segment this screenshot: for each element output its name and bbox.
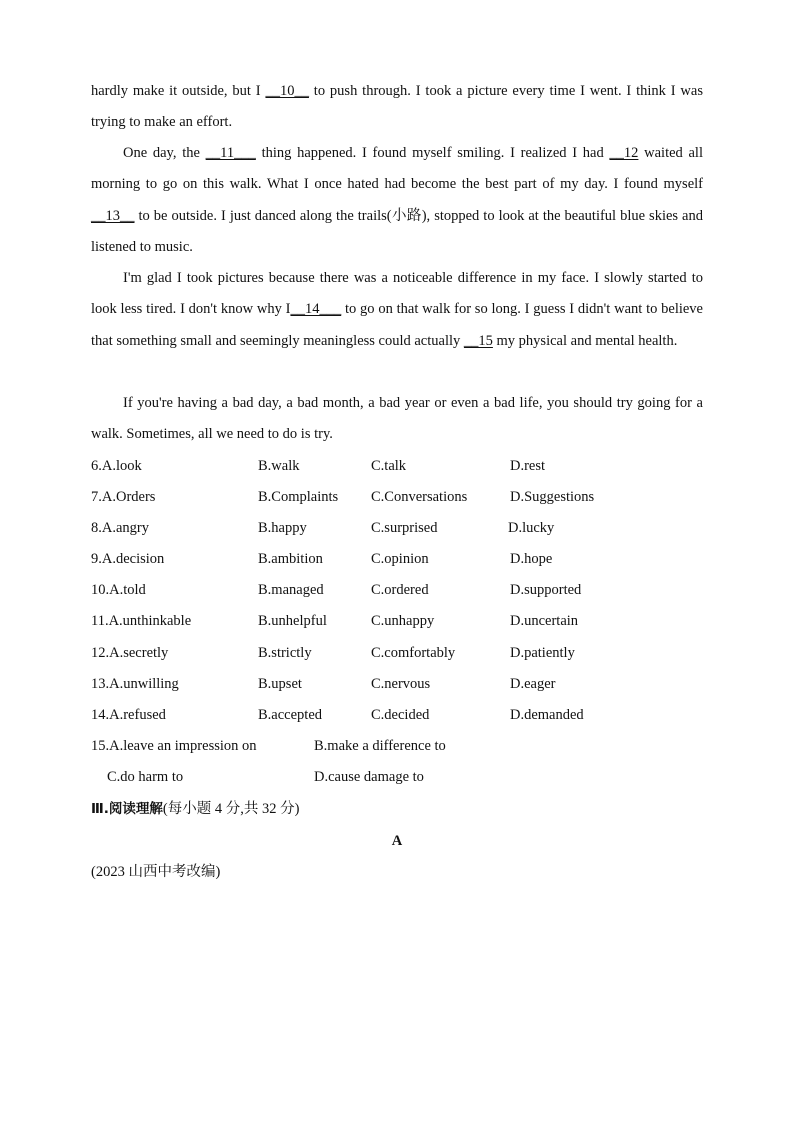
- option-d: D.uncertain: [510, 613, 579, 629]
- option-b: B.happy: [258, 520, 307, 536]
- option-c: C.ordered: [371, 582, 429, 598]
- blank-14: __14___: [290, 301, 342, 318]
- passage-text: thing happened. I found myself smiling. I realized I had: [255, 145, 610, 161]
- blank-15: __15: [463, 332, 493, 349]
- option-a: 7.A.Orders: [91, 489, 156, 505]
- passage-text: to go on that walk for so long. I guess I didn't want to believe that something small and seemingly meaningless could actually: [91, 301, 703, 349]
- passage-text: One day, the: [123, 145, 206, 161]
- option-b: B.strictly: [258, 645, 312, 661]
- option-c: C.do harm to: [107, 769, 184, 785]
- part-label: A: [391, 833, 403, 849]
- option-d: D.hope: [510, 551, 553, 567]
- option-a: 12.A.secretly: [91, 645, 169, 661]
- option-a: 13.A.unwilling: [91, 676, 179, 692]
- section-heading-points: (每小题 4 分,共 32 分): [162, 801, 300, 817]
- option-d: D.patiently: [510, 645, 575, 661]
- option-b: B.managed: [258, 582, 324, 598]
- option-a: 14.A.refused: [91, 707, 166, 723]
- option-d: D.eager: [510, 676, 556, 692]
- option-c: C.talk: [371, 458, 407, 474]
- passage-paragraph-4: If you're having a bad day, a bad month, a bad year or even a bad life, you should try going for a walk. Sometimes, all we need to do is try.: [91, 395, 703, 443]
- option-c: C.comfortably: [371, 645, 456, 661]
- option-b: B.Complaints: [258, 489, 339, 505]
- option-d: D.lucky: [508, 520, 555, 536]
- option-b: B.accepted: [258, 707, 323, 723]
- source-note: (2023 山西中考改编): [91, 864, 221, 880]
- option-a: 8.A.angry: [91, 520, 149, 536]
- option-c: C.decided: [371, 707, 430, 723]
- option-b: B.upset: [258, 676, 302, 692]
- option-a: 15.A.leave an impression on: [91, 738, 257, 754]
- option-a: 6.A.look: [91, 458, 142, 474]
- passage-text: hardly make it outside, but I: [91, 83, 266, 99]
- option-a: 11.A.unthinkable: [91, 613, 192, 629]
- option-d: D.Suggestions: [510, 489, 595, 505]
- option-b: B.ambition: [258, 551, 323, 567]
- option-c: C.Conversations: [371, 489, 468, 505]
- passage-text: waited all morning to go on this walk. What I once hated had become the best part of my day. I found myself: [91, 145, 703, 193]
- option-c: C.surprised: [371, 520, 438, 536]
- option-c: C.opinion: [371, 551, 429, 567]
- option-c: C.unhappy: [371, 613, 435, 629]
- option-c: C.nervous: [371, 676, 431, 692]
- passage-text: I'm glad I took pictures because there was a noticeable difference in my face. I slowly started to look less tired. I don't know why I: [91, 270, 703, 318]
- option-a: 10.A.told: [91, 582, 146, 598]
- blank-12: __12: [609, 145, 639, 161]
- option-d: D.supported: [510, 582, 582, 598]
- option-a: 9.A.decision: [91, 551, 165, 567]
- option-b: B.walk: [258, 458, 300, 474]
- passage-paragraph-1: [91, 76, 703, 139]
- option-d: D.cause damage to: [314, 769, 424, 785]
- section-heading: [91, 799, 299, 819]
- passage-paragraph-3: [91, 263, 703, 357]
- blank-13: __13__: [91, 207, 135, 224]
- passage-text: my physical and mental health.: [492, 332, 678, 349]
- passage-paragraph-2: [91, 138, 703, 263]
- blank-10: __10__: [265, 83, 309, 99]
- option-b: B.make a difference to: [314, 738, 446, 754]
- section-heading-bold: Ⅲ.阅读理解: [91, 801, 163, 817]
- option-b: B.unhelpful: [258, 613, 327, 629]
- passage-text: to push through. I took a picture every time I went. I think I was trying to make an effort.: [91, 83, 703, 131]
- blank-11: __11___: [205, 145, 256, 161]
- option-d: D.rest: [510, 458, 546, 474]
- passage-text: to be outside. I just danced along the trails(小路), stopped to look at the beautiful blue skies and listened to music.: [91, 207, 703, 255]
- option-d: D.demanded: [510, 707, 584, 723]
